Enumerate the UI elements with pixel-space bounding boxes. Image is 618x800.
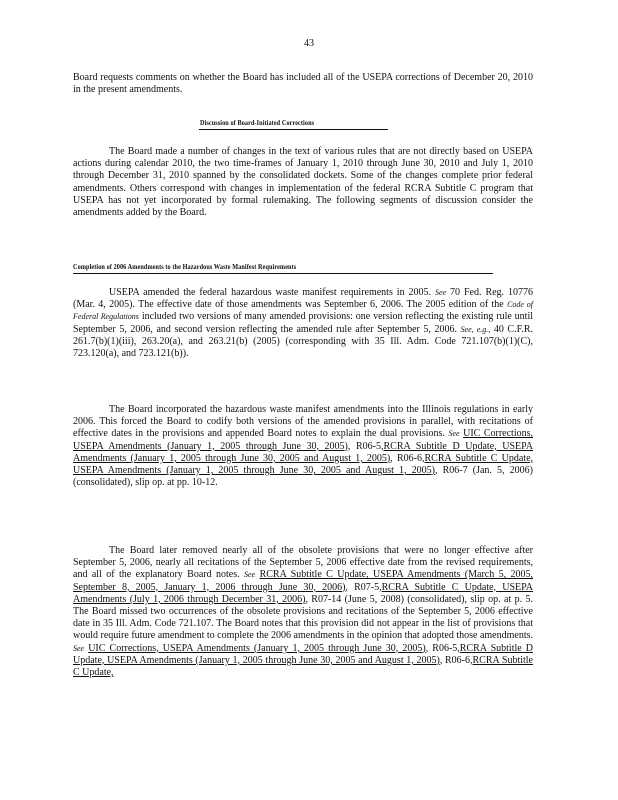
paragraph-board-incorporated: The Board incorporated the hazardous waste manifest amendments into the Illinois regulations in early 2006. This forced the Board to codify both versions of the amended provisions in parallel, with recitations of effective dates in the provisions and appended Board notes to explain the dual provisions. See UIC Corrections, USEPA Amendments (January 1, 2005 through June 30, 2005), R06-5,RCRA Subtitle D Update, USEPA Amendments (January 1, 2005 through June 30, 2005 and August 1, 2005), R06-6,RCRA Subtitle C Update, USEPA Amendments (January 1, 2005 through June 30, 2005 and August 1, 2005), R06-7 (Jan. 5, 2006) (consolidated), slip op. at pp. 10-12.: [73, 404, 534, 489]
citation-link: RCRA Subtitle D Update, USEPA Amendments (January 1, 2005 through June 30, 2005 and August 1, 2005): [73, 440, 533, 464]
paragraph-board-removed: The Board later removed nearly all of the obsolete provisions that were no longer effective after September 5, 2006, nearly all recitations of the September 5, 2006 effective date from the revised requirements, and all of the explanatory Board notes. See RCRA Subtitle C Update, USEPA Amendments (March 5, 2005, September 8, 2005, January 1, 2006 through June 30, 2006), R07-5,RCRA Subtitle C Update, USEPA Amendments (July 1, 2006 through December 31, 2006), R07-14 (June 5, 2008) (consolidated), slip op. at p. 5. The Board missed two occurrences of the obsolete provisions and recitations of the September 5, 2006 effective date in 35 Ill. Adm. Code 721.107. The Board notes that this provision did not appear in the list of provisions that would require future amendment to complete the 2006 amendments in the opinion that adopted those amendments. See UIC Corrections, USEPA Amendments (January 1, 2005 through June 30, 2005), R06-5,RCRA Subtitle D Update, USEPA Amendments (January 1, 2005 through June 30, 2005 and August 1, 2005), R06-6,RCRA Subtitle C Update,: [73, 545, 534, 679]
citation-link: RCRA Subtitle C Update,: [73, 654, 533, 679]
citation-link: RCRA Subtitle C Update, USEPA Amendments (March 5, 2005, September 8, 2005, January 1, 2006 through June 30, 2006): [73, 569, 534, 593]
heading-completion-2006-amendments: Completion of 2006 Amendments to the Hazardous Waste Manifest Requirements: [73, 262, 297, 271]
heading-board-initiated-corrections: Discussion of Board-Initiated Corrections: [200, 118, 315, 127]
paragraph-request-comments: Board requests comments on whether the Board has included all of the USEPA corrections of December 20, 2010 in the present amendments.: [73, 72, 533, 96]
page-number: 43: [304, 38, 314, 49]
paragraph-board-changes: The Board made a number of changes in the text of various rules that are not directly based on USEPA actions during calendar 2010, the two time-frames of January 1, 2010 through June 30, 2010 and July 1, 2010 through December 31, 2010 spanned by the consolidated dockets. Some of the changes complete prior federal amendments. Others correspond with changes in implementation of the federal RCRA Subtitle C program that USEPA has not yet incorporated by formal rulemaking. The following segments of discussion consider the amendments added by the Board.: [73, 146, 533, 219]
paragraph-usepa-manifest: USEPA amended the federal hazardous waste manifest requirements in 2005. See 70 Fed. Reg. 10776 (Mar. 4, 2005). The effective date of those amendments was September 6, 2006. The 2005 edition of the Code of Federal Regulations included two versions of many amended provisions: one version reflecting the existing rule until September 5, 2006, and second version reflecting the amended rule after September 5, 2006. See, e.g., 40 C.F.R. 261.7(b)(1)(iii), 263.20(a), and 263.21(b) (2005) (corresponding with 35 Ill. Adm. Code 721.107(b)(1)(C), 723.120(a), and 723.121(b)).: [73, 287, 534, 360]
citation-link: UIC Corrections, USEPA Amendments (January 1, 2005 through June 30, 2005): [88, 642, 426, 654]
heading-underline: [73, 273, 493, 274]
citation-link: RCRA Subtitle C Update, USEPA Amendments (July 1, 2006 through December 31, 2006): [73, 581, 533, 605]
citation-link: RCRA Subtitle D Update, USEPA Amendments (January 1, 2005 through June 30, 2005 and August 1, 2005): [73, 642, 533, 666]
citation-link: UIC Corrections, USEPA Amendments (January 1, 2005 through June 30, 2005): [73, 428, 534, 452]
citation-link: RCRA Subtitle C Update, USEPA Amendments (January 1, 2005 through June 30, 2005 and August 1, 2005): [73, 452, 534, 477]
heading-underline: [199, 129, 388, 130]
